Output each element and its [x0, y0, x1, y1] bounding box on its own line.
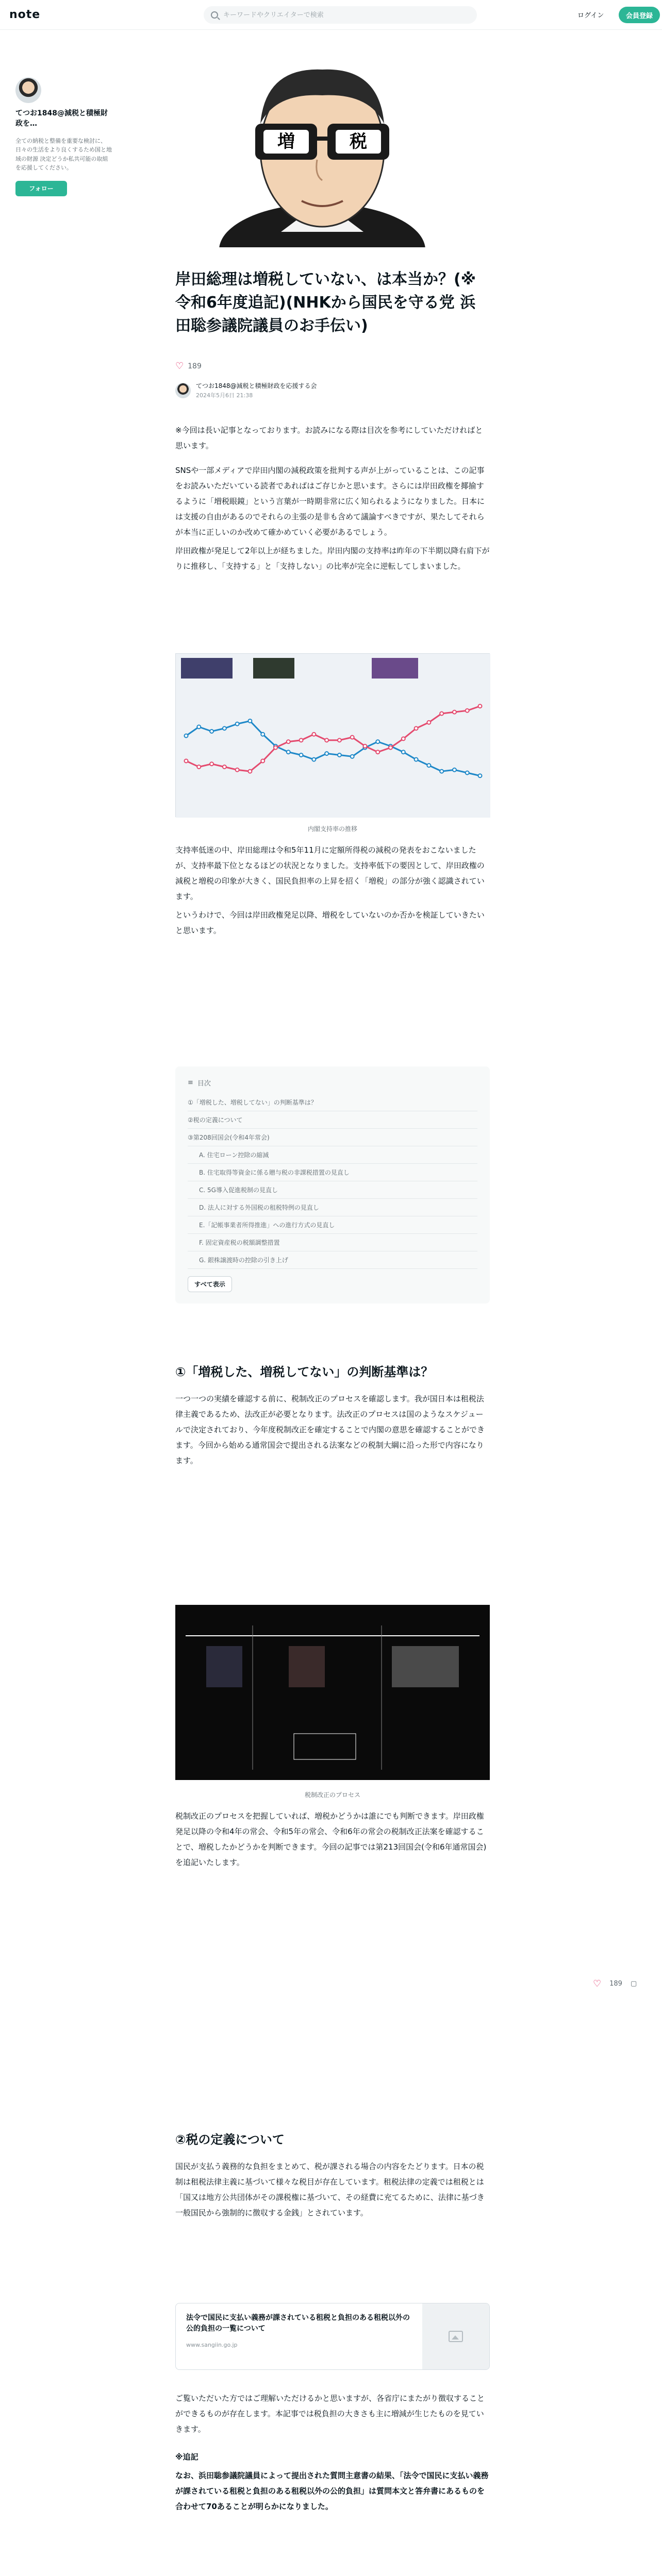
- toc-item[interactable]: C. 5G導入促進税制の見直し: [188, 1181, 477, 1199]
- search-bar[interactable]: [204, 6, 477, 24]
- data-point: [300, 753, 303, 757]
- data-point: [197, 725, 201, 728]
- data-point: [261, 733, 264, 736]
- link-card-title[interactable]: 法令で国民に支払い義務が課されている租税と負担のある租税以外の公的負担の一覧について: [186, 2314, 410, 2333]
- approval-chart: [175, 653, 490, 817]
- heart-icon[interactable]: ♡: [175, 361, 184, 371]
- image-icon: [449, 2331, 463, 2342]
- process-caption: 税制改正のプロセス: [304, 1791, 360, 1799]
- section-heading-2: ②税の定義について: [175, 2132, 285, 2147]
- data-point: [236, 768, 239, 772]
- note-logo[interactable]: note: [9, 8, 41, 21]
- data-point: [287, 740, 290, 743]
- toc-item[interactable]: B. 住宅取得等資金に係る贈与税の非課税措置の見直し: [188, 1164, 477, 1181]
- data-point: [210, 730, 213, 733]
- data-point: [440, 712, 443, 716]
- top-header: [0, 0, 662, 30]
- toc-show-all-button[interactable]: すべて表示: [188, 1276, 232, 1292]
- toc-item[interactable]: D. 法人に対する外国税の租税特例の見直し: [188, 1199, 477, 1216]
- data-point: [440, 770, 443, 773]
- article-author[interactable]: てつお1848@減税と積極財政を応援する会: [196, 382, 317, 389]
- data-point: [402, 750, 405, 754]
- chart-caption: 内閣支持率の推移: [307, 825, 357, 833]
- floating-like-count: 189: [609, 1980, 622, 1988]
- floating-actions: [593, 1978, 637, 1989]
- toc-item[interactable]: E.「記帳事業者所得推進」への進行方式の見直し: [188, 1216, 477, 1234]
- hero-badge-right: 税: [350, 131, 367, 152]
- data-point: [223, 765, 226, 769]
- toc-item[interactable]: ②税の定義について: [188, 1111, 477, 1129]
- link-card-thumbnail: [422, 2303, 489, 2369]
- hero-illustration: [162, 46, 482, 247]
- section1-paragraph: 一つ一つの実績を確認する前に、税制改正のプロセスを確認します。我が国日本は租税法律主義であるため、法改正が必要となります。法改正のプロセスは国のようなスケジュールで決定されており、今年度税制改正を確定することで内閣の意思を確認することができます。今回から始める通常国会で提出される法案などの税制大綱に沿った形で内容になります。: [175, 1394, 485, 1465]
- data-point: [376, 750, 379, 754]
- data-point: [261, 759, 264, 763]
- list-icon: ≡: [188, 1079, 193, 1087]
- heart-icon[interactable]: ♡: [593, 1978, 602, 1989]
- toc-title: 目次: [197, 1080, 211, 1088]
- signup-button[interactable]: 会員登録: [619, 7, 660, 23]
- data-point: [312, 733, 316, 736]
- approval-chart-svg: [176, 654, 490, 818]
- section2-text-2: [175, 2391, 490, 2517]
- after-chart-paragraph: 支持率低迷の中、岸田総理は令和5年11月に定額所得税の減税の発表をおこないましたが、支持率最下位となるほどの状況となりました。支持率低下の要因として、岸田政権の減税と増税の印象が大きく、国民負担率の上昇を招く「増税」の部分が強く認識されています。: [175, 845, 485, 901]
- note-text: なお、浜田聡参議院議員によって提出された質問主意書の結果、「法令で国民に支払い義務が課されている租税と負担のある租税以外の公的負担」は質問本文と答弁書にあるものを合わせて70あることが明らかになりました。: [175, 2471, 489, 2511]
- note-label: ※追記: [175, 2452, 198, 2462]
- data-point: [478, 704, 482, 708]
- toc-item[interactable]: ①「増税した、増税してない」の判断基準は？: [188, 1094, 477, 1111]
- author-sidebar: [15, 77, 113, 196]
- data-point: [427, 764, 431, 767]
- data-point: [248, 719, 252, 723]
- data-point: [351, 755, 354, 758]
- data-point: [325, 738, 328, 742]
- section1-paragraph: 税制改正のプロセスを把握していれば、増税かどうかは誰にでも判断できます。岸田政権発足以降の令和4年の常会、令和5年の常会、令和6年の常会の税制改正法案を確認することで、増税したかどうかを判断できます。今回の記事では第213回国会(令和6年通常国会)を追記いたします。: [175, 1811, 487, 1867]
- process-figure: [175, 1605, 490, 1780]
- data-point: [466, 771, 469, 775]
- login-link[interactable]: ログイン: [577, 12, 604, 20]
- data-point: [478, 774, 482, 777]
- link-card-body: [176, 2303, 422, 2369]
- sidebar-author-name[interactable]: てつお1848@減税と積極財政を…: [15, 109, 108, 128]
- search-icon: [211, 11, 218, 19]
- data-point: [427, 721, 431, 724]
- data-point: [312, 758, 316, 761]
- follow-button[interactable]: フォロー: [15, 181, 67, 196]
- toc-header: [188, 1078, 477, 1088]
- toc-item[interactable]: G. 銀株譲渡時の控除の引き上げ: [188, 1251, 477, 1269]
- comment-icon[interactable]: ▢: [630, 1980, 637, 1988]
- data-point: [466, 709, 469, 713]
- data-point: [376, 740, 379, 743]
- intro-paragraph: SNSや一部メディアで岸田内閣の減税政策を批判する声が上がっていることは、この記事をお読みいただいている読者であればはご存じかと思います。さらには岸田政権を揶揄するように「増税眼鏡」という言葉が一時期非常に広く知られるようになりました。日本には支援の自由があるのでそれらの主張の是非も含めて議論すべきですが、果たしてそれらが本当に正しいのか改めて確かめていく必要があるでしょう。: [175, 466, 485, 537]
- data-point: [453, 768, 456, 772]
- table-of-contents: [175, 1066, 490, 1303]
- after-chart-text: [175, 842, 490, 941]
- like-area: [175, 361, 202, 371]
- hero-badge-left: 増: [277, 131, 295, 152]
- data-point: [223, 726, 226, 730]
- link-card-url: www.sangiin.go.jp: [186, 2342, 238, 2348]
- article-title: 岸田総理は増税していない、は本当か？(※令和6年度追記)(NHKから国民を守る党 浜田聡参議院議員のお手伝い): [175, 270, 476, 335]
- section1-text-2: [175, 1808, 490, 1873]
- data-point: [415, 726, 418, 730]
- section2-paragraph: 国民が支払う義務的な負担をまとめて、税が課される場合の内容をたどります。日本の税制は租税法律主義に基づいて様々な税目が存在しています。租税法律の定義では租税とは「国又は地方公共団体がその課税権に基づいて、その経費に充てるために、法律に基づき一般国民から強制的に徴収する金銭」とされています。: [175, 2162, 485, 2217]
- data-point: [325, 752, 328, 755]
- data-point: [287, 750, 290, 754]
- intro-text: [175, 422, 490, 577]
- sidebar-author-bio: 全ての納税と整備を重要な検討に、日々の生活をより良くするため国と地域の財源 決定どうか私共可能の取組を応援してください。: [15, 137, 112, 172]
- process-svg: [175, 1605, 490, 1780]
- section2-paragraph: ご覧いただいた方ではご理解いただけるかと思いますが、各省庁にまたがり徴収することができるものが存在します。本記事では税負担の大きさも主に増減が生じたものを見ていきます。: [175, 2394, 485, 2434]
- toc-item[interactable]: F. 固定資産税の税額調整措置: [188, 1234, 477, 1251]
- intro-paragraph: ※今回は長い記事となっております。お読みになる際は目次を参考にしていただければと思います。: [175, 426, 483, 450]
- data-point: [236, 722, 239, 726]
- data-point: [185, 734, 188, 738]
- hero-image: [162, 46, 482, 247]
- intro-paragraph: 岸田政権が発足して2年以上が経ちました。岸田内閣の支持率は昨年の下半期以降右肩下がりに推移し、「支持する」と「支持しない」の比率が完全に逆転してしまいました。: [175, 546, 490, 571]
- data-point: [274, 746, 277, 750]
- author-avatar[interactable]: [15, 77, 41, 103]
- data-point: [453, 710, 456, 714]
- search-input[interactable]: [223, 11, 470, 19]
- data-point: [402, 737, 405, 740]
- data-point: [351, 736, 354, 739]
- link-card[interactable]: [175, 2303, 490, 2370]
- author-info: [175, 381, 317, 399]
- data-point: [338, 753, 341, 757]
- section2-text: [175, 2159, 490, 2224]
- data-point: [338, 738, 341, 742]
- data-point: [185, 759, 188, 763]
- article-date: 2024年5月6日 21:38: [196, 392, 253, 399]
- author-mini-avatar[interactable]: [175, 383, 191, 398]
- section-heading-1: ①「増税した、増税してない」の判断基準は？: [175, 1365, 434, 1379]
- data-point: [415, 758, 418, 761]
- data-point: [210, 762, 213, 766]
- data-point: [300, 738, 303, 742]
- toc-item[interactable]: ③第208回国会(令和4年常会): [188, 1129, 477, 1146]
- section1-text: [175, 1391, 490, 1471]
- data-point: [197, 765, 201, 769]
- toc-item[interactable]: A. 住宅ローン控除の縮減: [188, 1146, 477, 1164]
- data-point: [363, 744, 367, 748]
- like-count: 189: [188, 362, 202, 370]
- after-chart-paragraph: というわけで、今回は岸田政権発足以降、増税をしていないのか否かを検証していきたいと思います。: [175, 910, 485, 935]
- data-point: [248, 770, 252, 773]
- data-point: [389, 746, 392, 750]
